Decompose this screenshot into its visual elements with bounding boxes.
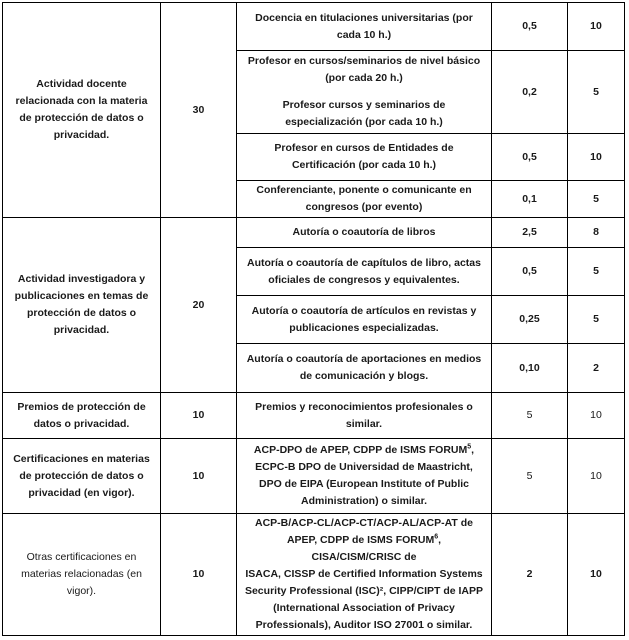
footnote-marker: 5: [467, 443, 472, 451]
max-points-cell: 30: [161, 3, 237, 218]
category-cell: Certificaciones en materias de protección de datos o privacidad (en vigor).: [3, 439, 161, 514]
item-points: 5: [492, 393, 568, 439]
item-points: 0,5: [492, 3, 568, 51]
item-max: 10: [568, 439, 625, 514]
item-description: Autoría o coautoría de capítulos de libro, actas oficiales de congresos y equivalentes.: [237, 248, 492, 296]
item-max: 10: [568, 393, 625, 439]
item-description-part: ACP-B/ACP-CL/ACP-CT/ACP-AL/ACP-AT de APEP, CDPP de ISMS FORUM: [255, 517, 473, 546]
item-description: Profesor en cursos de Entidades de Certificación (por cada 10 h.): [237, 134, 492, 181]
category-cell: Actividad investigadora y publicaciones en temas de protección de datos o privacidad.: [3, 218, 161, 393]
item-max: 5: [568, 296, 625, 344]
item-max: 8: [568, 218, 625, 248]
item-max: 10: [568, 514, 625, 636]
table-row: [3, 439, 625, 514]
table-row: [3, 3, 625, 51]
item-max: 5: [568, 51, 625, 134]
item-description-part: , ECPC-B DPO de Universidad de Maastricht, DPO de EIPA (European Institute of Public Administration) o similar.: [255, 444, 475, 507]
item-description-part: ACP-DPO de APEP, CDPP de ISMS FORUM: [253, 444, 468, 456]
item-description: Conferenciante, ponente o comunicante en congresos (por evento): [237, 181, 492, 218]
item-description: Docencia en titulaciones universitarias (por cada 10 h.): [237, 3, 492, 51]
item-points: 0,1: [492, 181, 568, 218]
table-row: [3, 393, 625, 439]
item-max: 10: [568, 3, 625, 51]
item-max: 10: [568, 134, 625, 181]
item-description: Autoría o coautoría de aportaciones en medios de comunicación y blogs.: [237, 344, 492, 393]
max-points-cell: 20: [161, 218, 237, 393]
item-description: [237, 514, 492, 636]
category-cell: Otras certificaciones en materias relacionadas (en vigor).: [3, 514, 161, 636]
item-description-part: Profesor cursos y seminarios de especialización (por cada 10 h.): [282, 99, 446, 128]
item-description-part: Profesor en cursos/seminarios de nivel básico (por cada 20 h.): [247, 55, 481, 84]
item-max: 5: [568, 181, 625, 218]
item-max: 5: [568, 248, 625, 296]
max-points-cell: 10: [161, 439, 237, 514]
item-description: Autoría o coautoría de artículos en revistas y publicaciones especializadas.: [237, 296, 492, 344]
item-points: 0,2: [492, 51, 568, 134]
item-description: [237, 439, 492, 514]
item-points: 0,5: [492, 134, 568, 181]
category-cell: Actividad docente relacionada con la materia de protección de datos o privacidad.: [3, 3, 161, 218]
table-row: [3, 218, 625, 248]
item-points: 2: [492, 514, 568, 636]
item-points: 5: [492, 439, 568, 514]
item-points: 2,5: [492, 218, 568, 248]
max-points-cell: 10: [161, 514, 237, 636]
footnote-marker: 6: [434, 533, 439, 541]
item-description-part: , CISA/CISM/CRISC de: [311, 534, 442, 563]
item-points: 0,5: [492, 248, 568, 296]
item-points: 0,10: [492, 344, 568, 393]
category-cell: Premios de protección de datos o privacidad.: [3, 393, 161, 439]
scoring-table: [2, 2, 625, 636]
item-max: 2: [568, 344, 625, 393]
item-description: Autoría o coautoría de libros: [237, 218, 492, 248]
item-description: Premios y reconocimientos profesionales o similar.: [237, 393, 492, 439]
table-row: [3, 514, 625, 636]
item-points: 0,25: [492, 296, 568, 344]
item-description: [237, 51, 492, 134]
item-description-part: ISACA, CISSP de Certified Information Systems Security Professional (ISC)², CIPP/CIPT de IAPP (International Association of Privacy Professionals), Auditor ISO 27001 o similar.: [244, 568, 484, 631]
max-points-cell: 10: [161, 393, 237, 439]
